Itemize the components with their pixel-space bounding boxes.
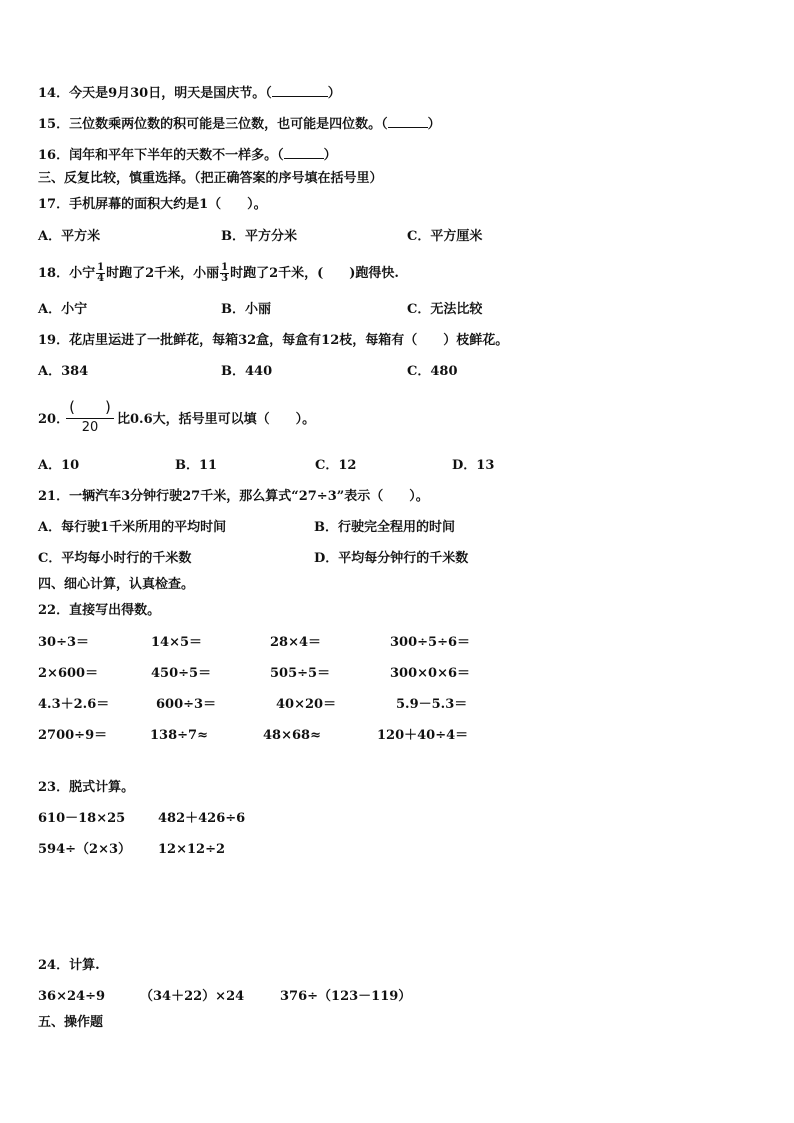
q21-option-b[interactable]: B．行驶完全程用的时间 — [314, 520, 455, 535]
q14: 14．今天是9月30日，明天是国庆节。（ ） — [38, 86, 341, 101]
calc-item: 610－18×25 — [38, 811, 126, 826]
calc-item: 300×0×6＝ — [390, 666, 471, 681]
q22-title: 22．直接写出得数。 — [38, 603, 161, 618]
q17-option-c[interactable]: C．平方厘米 — [407, 229, 483, 244]
calc-item: 4.3＋2.6＝ — [38, 697, 110, 712]
calc-item: 48×68≈ — [263, 728, 321, 743]
q23-title: 23．脱式计算。 — [38, 780, 135, 795]
q21-option-d[interactable]: D．平均每分钟行的千米数 — [314, 551, 469, 566]
q19-option-a[interactable]: A．384 — [38, 364, 89, 379]
q20-fraction — [66, 398, 114, 435]
calc-item: 120＋40÷4＝ — [377, 728, 469, 743]
fraction-denominator: 20 — [81, 420, 99, 435]
fraction-one-third: $\frac{1}{3}$ — [221, 262, 229, 284]
answer-blank[interactable] — [272, 84, 328, 97]
q16: 16．闰年和平年下半年的天数不一样多。（ ） — [38, 148, 337, 163]
fraction-one-quarter: $\frac{1}{4}$ — [97, 262, 105, 284]
q17-option-b[interactable]: B．平方分米 — [221, 229, 297, 244]
calc-item: 28×4＝ — [270, 635, 322, 650]
calc-item: 376÷（123－119） — [280, 989, 412, 1004]
q20-number: 20． — [38, 412, 70, 427]
calc-item: 450÷5＝ — [151, 666, 212, 681]
section-heading-4: 四、细心计算，认真检查。 — [38, 577, 195, 592]
q20-option-d[interactable]: D．13 — [452, 458, 495, 473]
q20-option-b[interactable]: B．11 — [175, 458, 218, 473]
calc-item: 12×12÷2 — [158, 842, 226, 857]
q21-option-c[interactable]: C．平均每小时行的千米数 — [38, 551, 192, 566]
calc-item: 594÷（2×3） — [38, 842, 132, 857]
calc-item: 40×20＝ — [276, 697, 337, 712]
calc-item: 36×24÷9 — [38, 989, 106, 1004]
calc-item: 505÷5＝ — [270, 666, 331, 681]
calc-item: （34＋22）×24 — [140, 989, 245, 1004]
q20-stem: 比0.6大，括号里可以填（ ）。 — [117, 412, 316, 427]
answer-blank[interactable] — [284, 146, 324, 159]
q24-title: 24．计算. — [38, 958, 100, 973]
calc-item: 482＋426÷6 — [158, 811, 246, 826]
fraction-blank-numerator[interactable]: ( ) — [69, 398, 111, 416]
q17-option-a[interactable]: A．平方米 — [38, 229, 101, 244]
q20-option-a[interactable]: A．10 — [38, 458, 80, 473]
calc-item: 14×5＝ — [151, 635, 203, 650]
section-heading-3: 三、反复比较，慎重选择。（把正确答案的序号填在括号里） — [38, 171, 383, 186]
q19-option-b[interactable]: B．440 — [221, 364, 273, 379]
q18-option-b[interactable]: B．小丽 — [221, 302, 271, 317]
q21-stem: 21．一辆汽车3分钟行驶27千米，那么算式“27÷3”表示（ ）。 — [38, 489, 429, 504]
calc-item: 600÷3＝ — [156, 697, 217, 712]
calc-item: 138÷7≈ — [150, 728, 208, 743]
answer-blank[interactable] — [388, 115, 428, 128]
q21-option-a[interactable]: A．每行驶1千米所用的平均时间 — [38, 520, 227, 535]
q18-option-c[interactable]: C．无法比较 — [407, 302, 483, 317]
q17-stem: 17．手机屏幕的面积大约是1（ ）。 — [38, 197, 267, 212]
q18-option-a[interactable]: A．小宁 — [38, 302, 88, 317]
calc-item: 5.9－5.3＝ — [396, 697, 468, 712]
q15: 15．三位数乘两位数的积可能是三位数，也可能是四位数。（ ） — [38, 117, 441, 132]
calc-item: 2×600＝ — [38, 666, 99, 681]
q19-stem: 19．花店里运进了一批鲜花，每箱32盒，每盒有12枝，每箱有（ ）枝鲜花。 — [38, 333, 509, 348]
calc-item: 300÷5÷6＝ — [390, 635, 471, 650]
fraction-bar — [66, 418, 114, 419]
calc-item: 2700÷9＝ — [38, 728, 108, 743]
q20-option-c[interactable]: C．12 — [315, 458, 357, 473]
calc-item: 30÷3＝ — [38, 635, 90, 650]
q18-stem: 18．小宁 $\frac{1}{4}$ 时跑了2千米，小丽 $\frac{1}{3}$ 时跑了2千米，( )跑得快. — [38, 262, 399, 284]
section-heading-5: 五、操作题 — [38, 1015, 104, 1030]
q19-option-c[interactable]: C．480 — [407, 364, 458, 379]
